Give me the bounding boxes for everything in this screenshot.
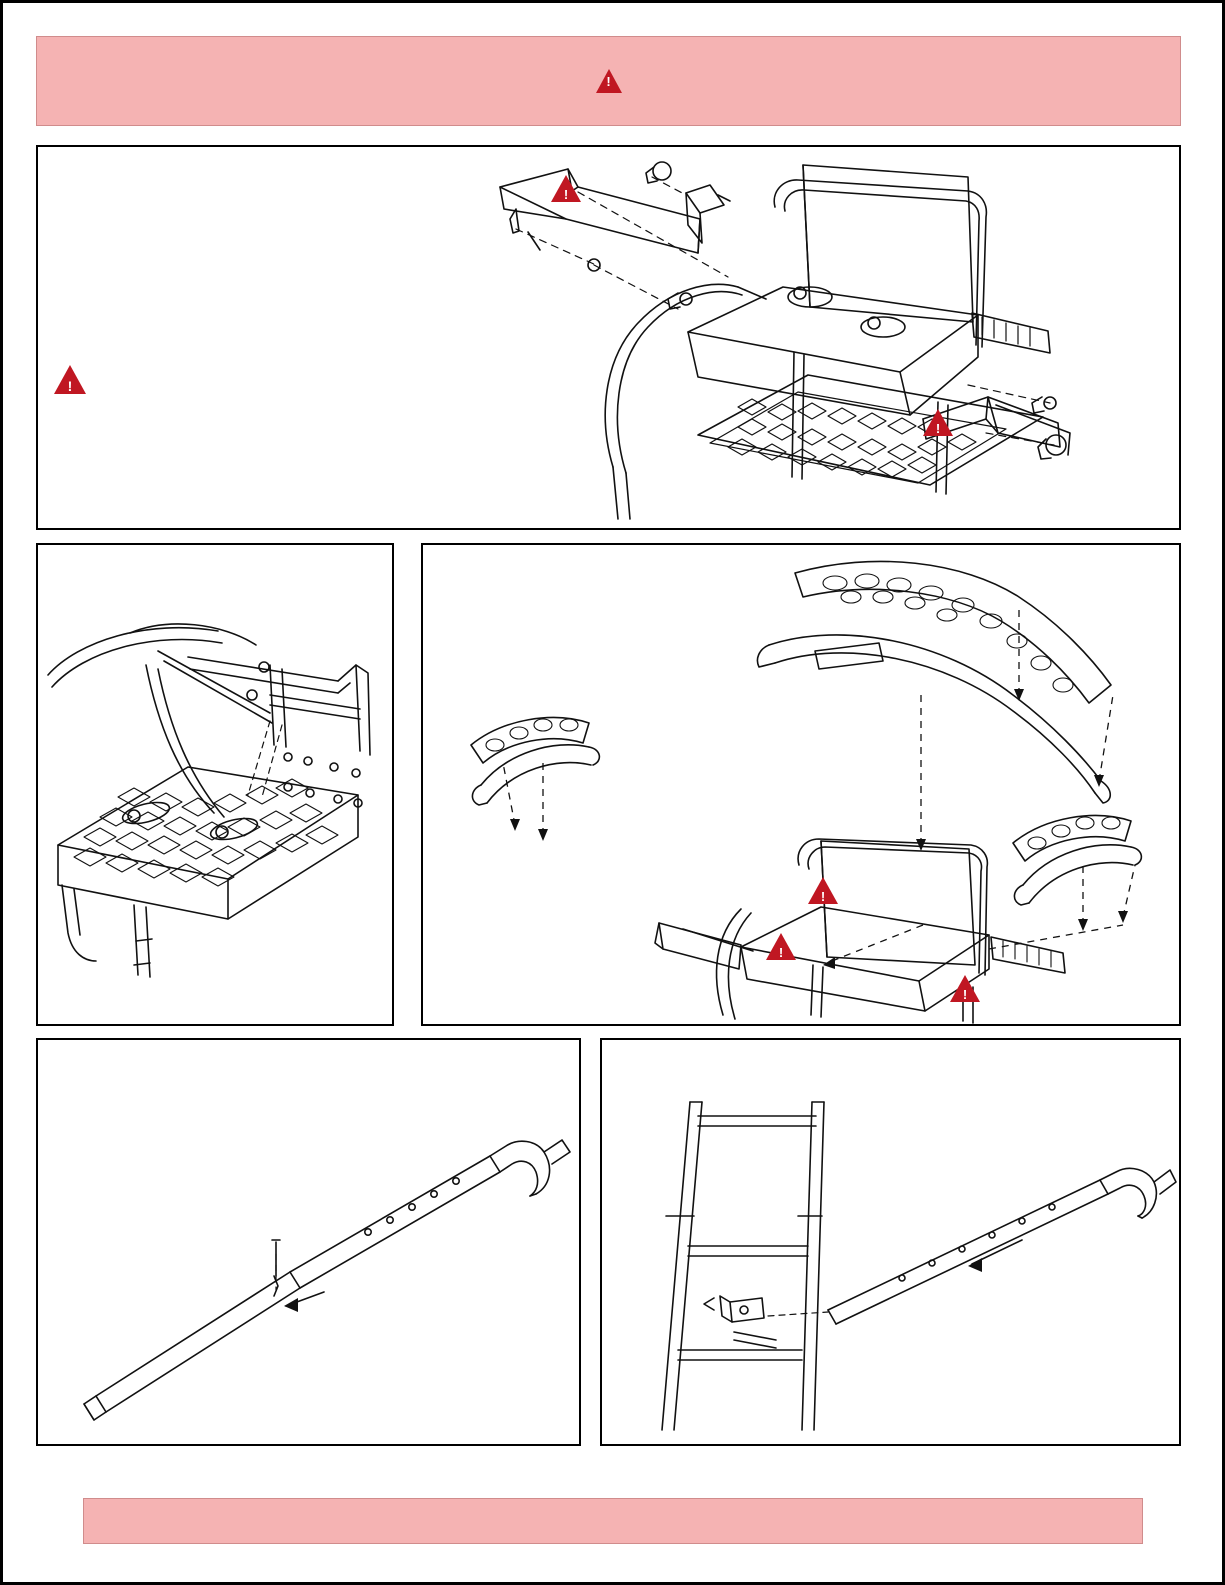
panel-2-illustration (38, 545, 392, 1024)
bottom-warning-banner (83, 1498, 1143, 1544)
svg-text:!: ! (563, 187, 569, 202)
warning-triangle-icon (808, 877, 838, 904)
ladder-section-joining-diagram (36, 1038, 581, 1446)
warning-triangle-icon (766, 933, 796, 960)
warning-triangle-icon (596, 69, 622, 93)
svg-text:!: ! (962, 987, 968, 1002)
shooting-rail-and-armpad-diagram (421, 543, 1181, 1026)
svg-text:!: ! (67, 378, 73, 394)
panel-4-illustration (38, 1040, 579, 1444)
panel-3-illustration (423, 545, 1179, 1024)
panel-5-illustration (602, 1040, 1179, 1444)
warning-triangle-icon (54, 365, 86, 394)
ladder-to-stand-attachment-diagram (600, 1038, 1181, 1446)
svg-text:!: ! (935, 421, 941, 436)
warning-triangle-icon (950, 975, 980, 1002)
armrest-bracket-assembly-diagram (36, 145, 1181, 530)
svg-text:!: ! (820, 889, 826, 904)
panel-1-illustration (38, 147, 1179, 528)
platform-mesh-detail-diagram (36, 543, 394, 1026)
top-warning-banner (36, 36, 1181, 126)
svg-text:!: ! (778, 945, 784, 960)
